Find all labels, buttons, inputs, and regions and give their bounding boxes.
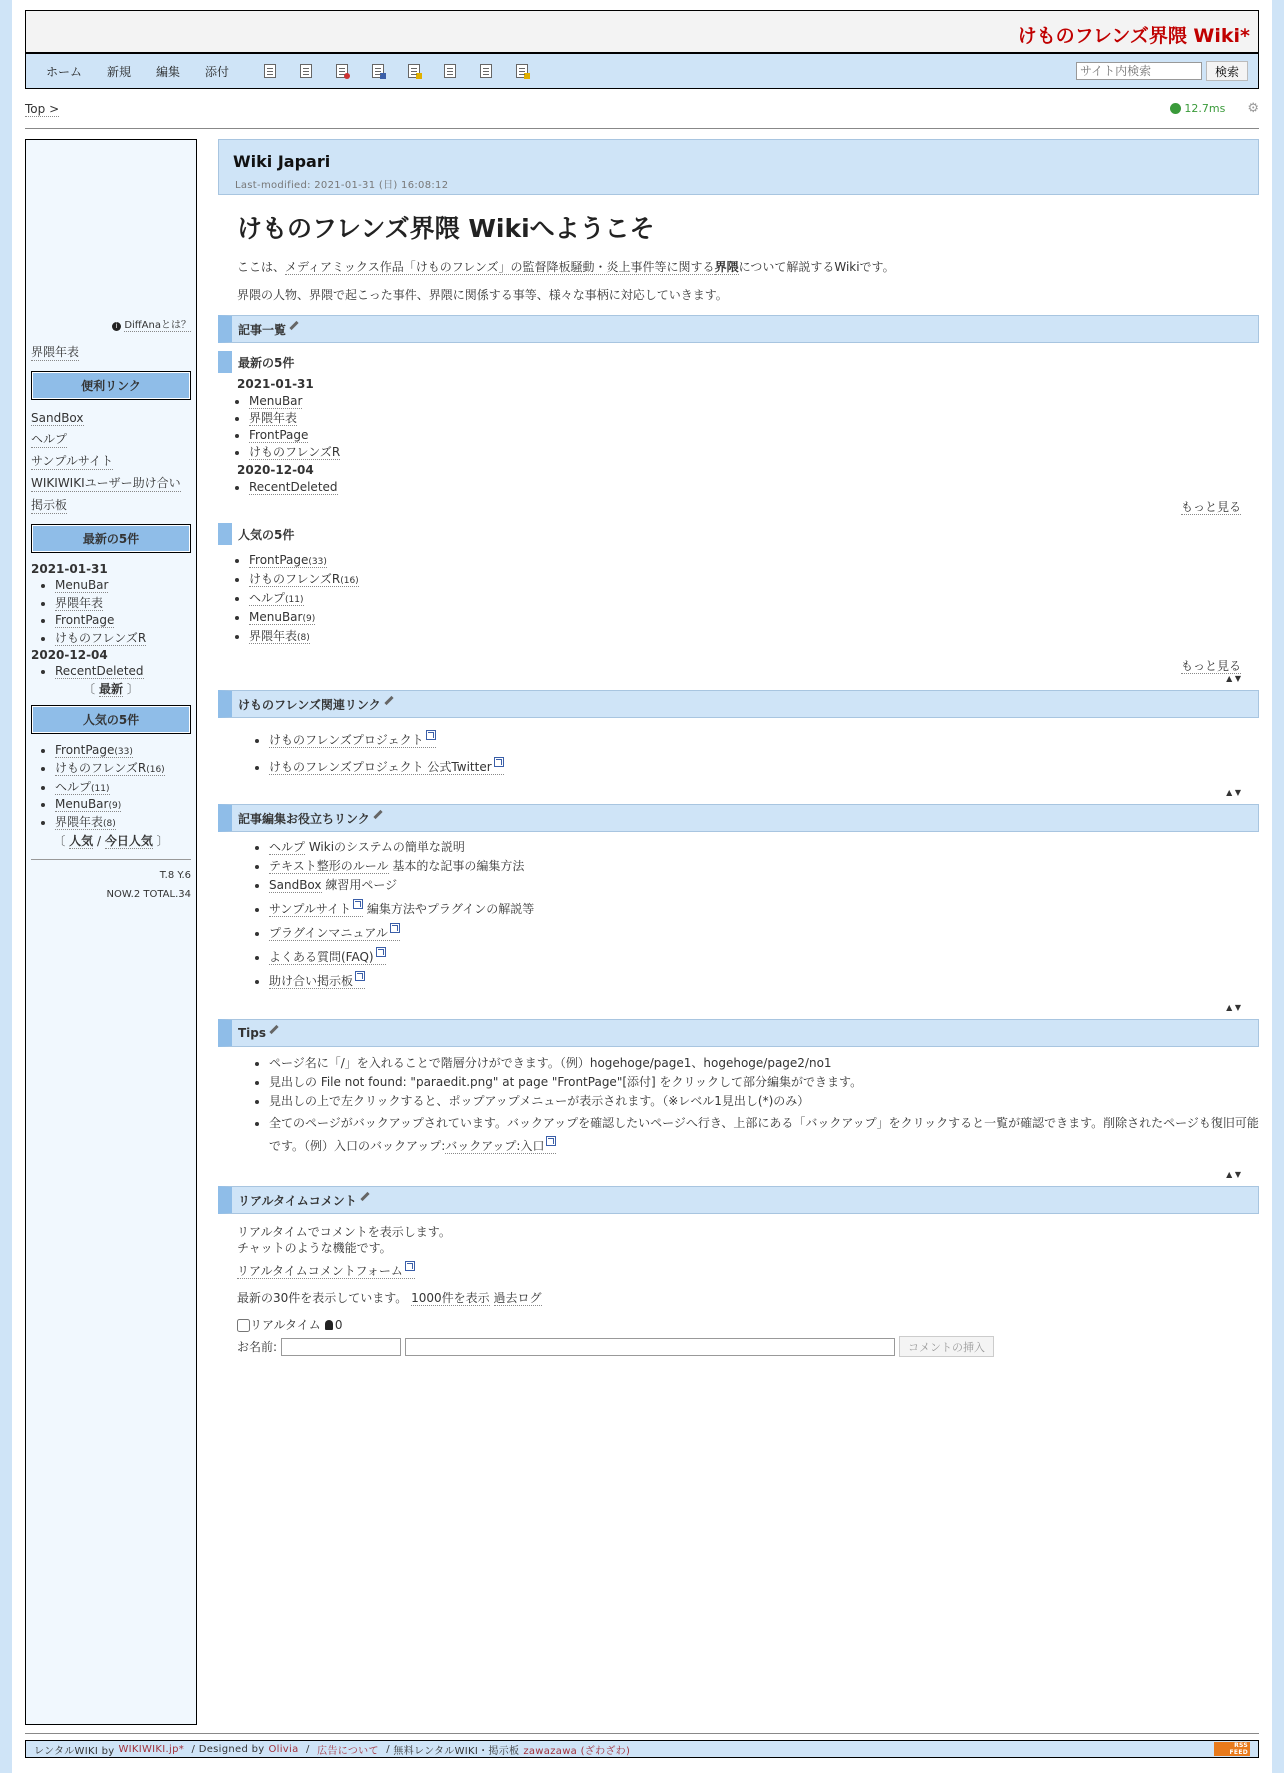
popular-name: MenuBar [55, 797, 109, 811]
recent-list [218, 394, 1259, 459]
external-link-icon [355, 971, 365, 981]
link-desc: 編集方法やプラグインの解説等 [363, 902, 535, 916]
pencil-icon[interactable] [384, 695, 393, 704]
section-title: けものフレンズ関連リンク [238, 697, 381, 712]
breadcrumb-top[interactable]: Top > [25, 101, 60, 116]
breadcrumb [25, 102, 59, 116]
sidebar-popular-today[interactable]: 今日人気 [104, 834, 153, 848]
popular-count: (9) [302, 614, 316, 624]
footer-text: 無料レンタルWIKI・掲示板 [393, 1745, 520, 1757]
show-1000-link[interactable]: 1000件を表示 [411, 1291, 490, 1305]
realtime-line: チャットのような機能です。 [237, 1241, 392, 1255]
list-item [55, 664, 191, 678]
diffana-link[interactable]: DiffAnaとは？ [124, 320, 191, 331]
list-item [55, 613, 191, 627]
list-item [249, 610, 1259, 626]
popular-name: FrontPage [55, 743, 115, 757]
gear-icon[interactable]: ⚙ [1247, 101, 1259, 116]
list-item [55, 594, 191, 611]
sidebar-item-help[interactable]: ヘルプ [31, 432, 68, 446]
sidebar-item-bbs[interactable]: 掲示板 [31, 498, 68, 512]
sidebar-popular-link[interactable] [55, 743, 133, 758]
pencil-icon[interactable] [269, 1024, 278, 1033]
section-kf-links [218, 690, 1259, 718]
sidebar-recent-list [31, 664, 191, 678]
freeze-icon[interactable] [372, 64, 384, 78]
sidebar-popular-link[interactable] [55, 815, 116, 830]
sidebar-popular-link[interactable] [55, 797, 121, 812]
info-icon: i [112, 322, 121, 331]
section-title: リアルタイムコメント [238, 1193, 357, 1208]
diffana-note [31, 316, 191, 331]
section-title: 記事一覧 [238, 322, 287, 337]
external-link-icon [376, 947, 386, 957]
sidebar-recent-link[interactable]: 界隈年表 [55, 596, 104, 610]
popular-count: (8) [297, 633, 310, 643]
sidebar-popular-footer: 〔 人気 / 今日人気 〕 [53, 834, 169, 848]
plugin-manual-link[interactable] [269, 926, 400, 941]
sidebar-heading-popular: 人気の5件 [31, 705, 191, 734]
name-field[interactable] [281, 1338, 401, 1356]
list-item [269, 757, 1259, 774]
external-link-icon [390, 923, 400, 933]
sidebar-heading-recent: 最新の5件 [31, 524, 191, 553]
popular-link[interactable] [249, 553, 327, 568]
more-recent-link[interactable]: もっと見る [1180, 500, 1241, 514]
recent-link[interactable]: MenuBar [249, 394, 303, 408]
external-link-icon [353, 899, 363, 909]
sample-site-link[interactable] [269, 902, 363, 917]
list-item [249, 629, 1259, 645]
wikiwiki-link[interactable]: WIKIWIKI.jp* [118, 1743, 185, 1755]
nav-home[interactable]: ホーム [46, 64, 83, 79]
intro-bold-link[interactable]: 界隈 [714, 260, 739, 274]
list-item [269, 947, 1259, 965]
zawazawa-link[interactable]: zawazawa (ざわざわ) [523, 1745, 631, 1757]
popular-count: (8) [103, 819, 116, 829]
jump-arrows[interactable]: ▲ ▼ [1226, 674, 1241, 683]
footer-text: Designed by [198, 1743, 265, 1755]
link-text: よくある質問(FAQ) [269, 950, 374, 964]
list-item: • ページ名に「/」を入れることで階層分けができます。（例）hogehoge/page1、hogehoge/page2/no1 [269, 1055, 1259, 1071]
sidebar-item-wikiwiki-help[interactable]: WIKIWIKIユーザー助け合い [31, 476, 181, 490]
sidebar-recent-date: 2020-12-04 [31, 648, 108, 662]
external-link-icon [494, 757, 504, 767]
popular-name: 界隈年表 [55, 815, 104, 829]
recent-link[interactable]: けものフレンズR [249, 445, 341, 459]
title-bar [25, 10, 1259, 54]
search-box [1076, 61, 1248, 81]
link-desc: 練習用ページ [321, 878, 398, 892]
article-heading: けものフレンズ界隈 Wikiへようこそ [237, 214, 655, 243]
ad-space [31, 146, 191, 316]
edit-links-list [218, 839, 1259, 989]
help-link[interactable]: ヘルプ [269, 840, 306, 854]
search-input[interactable] [1076, 62, 1202, 80]
sidebar-recent-link[interactable]: けものフレンズR [55, 631, 147, 645]
comment-field[interactable] [405, 1338, 895, 1356]
text-rules-link[interactable]: テキスト整形のルール [269, 859, 389, 873]
list-item [55, 797, 191, 811]
past-log-link[interactable]: 過去ログ [493, 1291, 542, 1305]
footer-sep: / [382, 1743, 394, 1755]
footer-sep: / [302, 1743, 314, 1755]
jump-arrows[interactable]: ▲ ▼ [1226, 1170, 1241, 1179]
section-articles [218, 315, 1259, 343]
section-tips [218, 1019, 1259, 1047]
more-recent [218, 498, 1241, 515]
site-title[interactable]: けものフレンズ界隈 Wiki* [1017, 25, 1250, 47]
list-item [249, 591, 1259, 607]
popular-count: (9) [108, 801, 122, 811]
list-item [55, 759, 191, 776]
popular-count: (16) [146, 765, 165, 775]
insert-comment-button[interactable]: コメントの挿入 [899, 1336, 994, 1357]
popular-name: 界隈年表 [249, 629, 298, 643]
sandbox-link[interactable]: SandBox [269, 878, 322, 892]
pencil-icon[interactable] [373, 809, 382, 818]
intro-text: ここは、 [237, 260, 286, 274]
popular-link[interactable] [249, 572, 359, 587]
section-realtime-comment [218, 1186, 1259, 1214]
page-header [218, 139, 1259, 195]
list-item [269, 923, 1259, 941]
online-count: 0 [334, 1318, 343, 1332]
link-text: けものフレンズプロジェクト [269, 733, 424, 747]
sidebar-heading-links: 便利リンク [31, 371, 191, 400]
popular-count: (11) [285, 595, 304, 605]
section-title: 記事編集お役立ちリンク [238, 811, 370, 826]
list-item [249, 394, 1259, 408]
list-item [269, 858, 1259, 874]
popular-count: (11) [91, 784, 110, 794]
list-icon[interactable] [444, 64, 456, 78]
olivia-link[interactable]: Olivia [268, 1743, 299, 1755]
subsection-recent: 最新の5件 [218, 351, 1259, 373]
faq-link[interactable] [269, 950, 386, 965]
list-item [249, 411, 1259, 425]
recent-link[interactable]: RecentDeleted [249, 480, 338, 494]
realtime-toggle-row [237, 1317, 1259, 1333]
realtime-desc [237, 1224, 1259, 1333]
recent-date: 2021-01-31 [237, 377, 314, 391]
popular-name: FrontPage [249, 553, 309, 567]
article-body [218, 209, 1259, 1357]
popular-count: (16) [340, 576, 359, 586]
list-item: • 見出しの上で左クリックすると、ポップアップメニューが表示されます。（※レベル1見出し(*)のみ） [269, 1093, 1259, 1109]
intro-paragraph-2: 界隈の人物、界隈で起こった事件、界隈に関係する事等、様々な事柄に対応していきます。 [237, 288, 728, 302]
recent-link[interactable]: FrontPage [249, 428, 309, 442]
list-item [249, 572, 1259, 588]
speedometer-icon [1170, 103, 1181, 114]
footer-sep: / [188, 1743, 199, 1755]
more-popular-link[interactable]: もっと見る [1180, 659, 1241, 673]
sidebar-popular-link[interactable] [55, 780, 110, 795]
rename-icon[interactable] [408, 64, 420, 78]
sidebar-recent-more[interactable]: 最新 [98, 682, 123, 696]
comment-form [237, 1336, 1259, 1357]
sidebar-item-sandbox[interactable]: SandBox [31, 411, 84, 425]
backup-entrance-link[interactable] [445, 1139, 556, 1154]
kf-twitter-link[interactable] [269, 760, 504, 775]
intro-paragraph [237, 259, 1259, 276]
support-bbs-link[interactable] [269, 974, 365, 989]
popular-name: MenuBar [249, 610, 303, 624]
link-text: リアルタイムコメントフォーム [237, 1264, 403, 1278]
popular-link[interactable] [249, 591, 304, 606]
popular-name: ヘルプ [249, 591, 286, 605]
link-desc: 基本的な記事の編集方法 [388, 859, 525, 873]
counter-today: T.8 Y.6 [159, 870, 191, 881]
section-edit-links [218, 804, 1259, 832]
sidebar-popular-all[interactable]: 人気 [69, 834, 94, 848]
list-item [249, 445, 1259, 459]
kf-links-list [218, 730, 1259, 774]
list-item: • 見出しの File not found: "paraedit.png" at page "FrontPage"[添付] をクリックして部分編集ができます。 [269, 1074, 1259, 1090]
sidebar-recent-footer: 〔 最新 〕 [83, 682, 139, 696]
sidebar-item-sample[interactable]: サンプルサイト [31, 454, 114, 468]
list-item [269, 971, 1259, 989]
tips-list [218, 1055, 1259, 1158]
columns [25, 139, 1259, 1725]
copy-page-icon[interactable] [264, 64, 276, 78]
realtime-form-row [237, 1261, 1259, 1279]
list-item [269, 899, 1259, 917]
link-text: けものフレンズプロジェクト 公式Twitter [269, 760, 492, 774]
jump-arrows[interactable]: ▲ ▼ [1226, 1003, 1241, 1012]
pencil-icon[interactable] [360, 1191, 369, 1200]
intro-text: について解説するWikiです。 [738, 260, 895, 274]
user-icon [325, 1320, 333, 1330]
divider [25, 1733, 1259, 1734]
realtime-checkbox[interactable] [237, 1319, 250, 1332]
list-item [55, 813, 191, 830]
external-link-icon [405, 1261, 415, 1271]
link-text: サンプルサイト [269, 902, 352, 916]
ad-info-link[interactable]: 広告について [317, 1745, 379, 1757]
link-text: プラグインマニュアル [269, 926, 388, 940]
rss-feed-icon[interactable]: RSS FEED [1214, 1742, 1250, 1756]
recent-list [218, 480, 1259, 494]
realtime-checkbox-label: リアルタイム [250, 1318, 321, 1332]
list-item [249, 428, 1259, 442]
sidebar-recent-date: 2021-01-31 [31, 562, 108, 576]
sidebar-item-timeline[interactable]: 界隈年表 [31, 345, 80, 359]
list-item [55, 629, 191, 646]
popular-count: (33) [308, 557, 327, 567]
search-button[interactable]: 検索 [1206, 61, 1248, 81]
divider [31, 859, 191, 860]
last-modified: Last-modified: 2021-01-31 (日) 16:08:12 [235, 180, 449, 191]
intro-link[interactable]: メディアミックス作品「けものフレンズ」の監督降板騒動・炎上事件等に関する [285, 260, 715, 274]
nav-attach[interactable]: 添付 [205, 64, 230, 79]
realtime-line: リアルタイムでコメントを表示します。 [237, 1225, 451, 1239]
sidebar-recent-link[interactable]: RecentDeleted [55, 664, 144, 678]
footer [25, 1740, 1259, 1758]
backup-icon[interactable] [336, 64, 348, 78]
list-item [55, 743, 191, 757]
help-icon[interactable] [516, 64, 528, 78]
popular-name: けものフレンズR [249, 572, 341, 586]
nav-bar [25, 54, 1259, 89]
popular-link[interactable] [249, 629, 310, 644]
nav-new[interactable]: 新規 [107, 64, 132, 79]
popular-count: (33) [114, 747, 133, 757]
pencil-icon[interactable] [289, 320, 298, 329]
popular-list [218, 553, 1259, 645]
recent-icon[interactable] [480, 64, 492, 78]
footer-text: レンタルWIKI by [34, 1745, 115, 1757]
counter-total: NOW.2 TOTAL.34 [106, 889, 191, 900]
sidebar-recent-list [31, 578, 191, 646]
list-item [55, 778, 191, 795]
list-item [269, 730, 1259, 747]
link-desc: Wikiのシステムの簡単な説明 [305, 840, 465, 854]
render-time: 12.7ms [1184, 102, 1226, 115]
more-popular [218, 657, 1241, 674]
external-link-icon [546, 1136, 556, 1146]
main-content [218, 139, 1259, 1725]
list-item [269, 839, 1259, 855]
recent-link[interactable]: 界隈年表 [249, 411, 298, 425]
popular-name: けものフレンズR [55, 761, 147, 775]
popular-link[interactable] [249, 610, 315, 625]
realtime-form-link[interactable] [237, 1264, 415, 1279]
nav-edit[interactable]: 編集 [156, 64, 181, 79]
external-link-icon [426, 730, 436, 740]
list-item [269, 877, 1259, 893]
tip-text: 全てのページがバックアップされています。バックアップを確認したいページへ行き、上部にある「バックアップ」をクリックすると一覧が確認できます。削除されたページも復旧可能です。（例）入口のバックアップ: [269, 1116, 1259, 1153]
list-item [249, 553, 1259, 569]
kf-project-link[interactable] [269, 733, 436, 748]
sidebar-popular-link[interactable] [55, 761, 165, 776]
sidebar-recent-link[interactable]: MenuBar [55, 578, 109, 592]
page [12, 0, 1272, 1773]
diff-icon[interactable] [300, 64, 312, 78]
realtime-status-row [237, 1290, 1259, 1306]
link-text: 助け合い掲示板 [269, 974, 354, 988]
sidebar-popular-list [31, 743, 191, 830]
list-item [269, 1112, 1259, 1158]
topic-path [25, 89, 1259, 129]
subsection-popular: 人気の5件 [218, 523, 1259, 545]
popular-name: ヘルプ [55, 780, 92, 794]
menubar [25, 139, 197, 1725]
name-label: お名前: [237, 1340, 278, 1354]
list-item [55, 578, 191, 592]
toolbar-icons [264, 64, 552, 78]
jump-arrows[interactable]: ▲ ▼ [1226, 788, 1241, 797]
page-title: Wiki Japari [233, 152, 331, 171]
recent-date: 2020-12-04 [237, 463, 314, 477]
list-item [249, 480, 1259, 494]
sidebar-recent-link[interactable]: FrontPage [55, 613, 115, 627]
section-title: Tips [238, 1026, 267, 1040]
link-text: バックアップ:入口 [445, 1139, 545, 1153]
realtime-status: 最新の30件を表示しています。 [237, 1291, 408, 1305]
render-timer [1170, 101, 1259, 116]
